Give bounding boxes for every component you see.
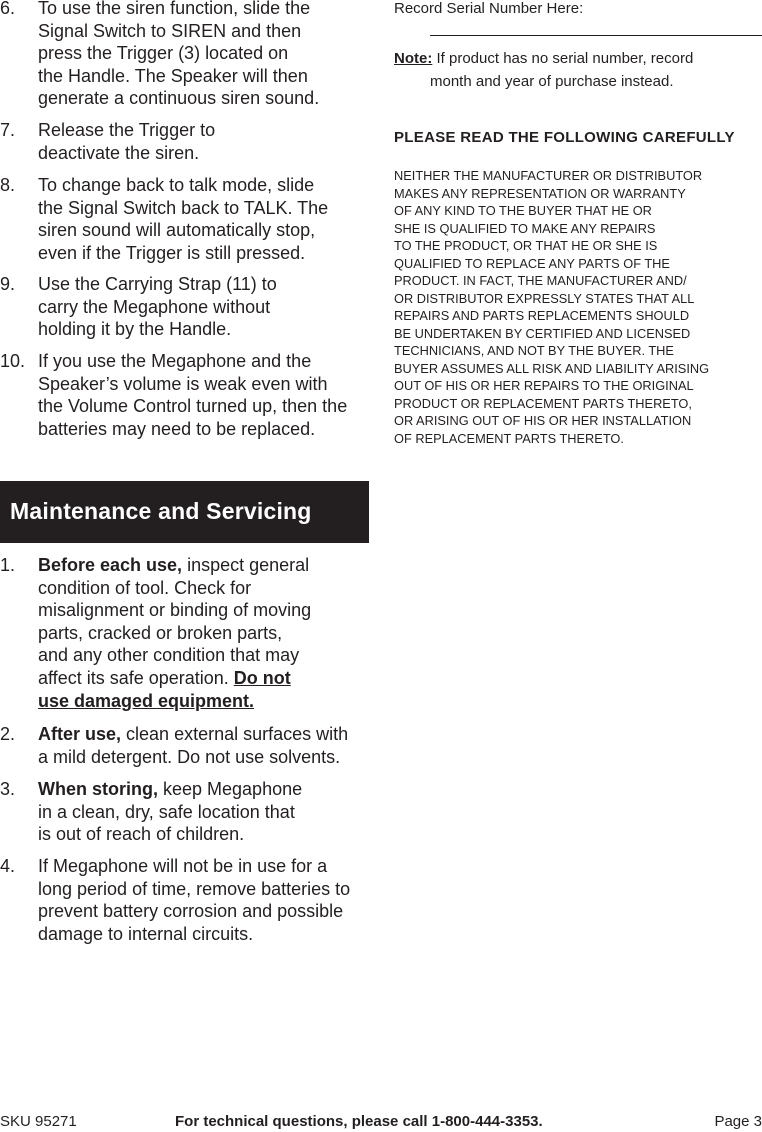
footer-support-phone: For technical questions, please call 1-800-444-3353.	[175, 1113, 543, 1130]
item-number: 2.	[0, 724, 16, 744]
item-text: is out of reach of children.	[38, 824, 245, 845]
item-text: keep Megaphone	[158, 779, 303, 799]
disclaimer-line: REPAIRS AND PARTS REPLACEMENTS SHOULD	[394, 308, 690, 323]
section-banner	[0, 481, 369, 543]
item-text: Signal Switch to SIREN and then	[38, 20, 302, 41]
warranty-disclaimer	[394, 167, 709, 447]
item-text: in a clean, dry, safe location that	[38, 801, 295, 822]
item-text: Release the Trigger to	[38, 120, 216, 140]
note-text: month and year of purchase instead.	[430, 73, 674, 90]
disclaimer-line: PRODUCT OR REPLACEMENT PARTS THERETO,	[394, 395, 692, 411]
item-text: Speaker’s volume is weak even with	[38, 373, 328, 394]
disclaimer-line: NEITHER THE MANUFACTURER OR DISTRIBUTOR	[394, 168, 703, 183]
disclaimer-line: OF REPLACEMENT PARTS THERETO.	[394, 430, 624, 446]
item-lead: Before each use,	[38, 555, 183, 575]
disclaimer-line: BUYER ASSUMES ALL RISK AND LIABILITY ARISING	[394, 360, 710, 376]
serial-note	[394, 47, 693, 93]
list-item	[0, 350, 408, 440]
item-text: Use the Carrying Strap (11) to	[38, 274, 277, 294]
section-title: Maintenance and Servicing	[10, 498, 312, 524]
disclaimer-line: OF ANY KIND TO THE BUYER THAT HE OR	[394, 203, 652, 218]
list-item	[0, 723, 408, 768]
item-text: press the Trigger (3) located on	[38, 43, 289, 64]
item-text: the Handle. The Speaker will then	[38, 65, 308, 86]
item-emphasis: Do not	[233, 667, 291, 688]
disclaimer-line: OR ARISING OUT OF HIS OR HER INSTALLATION	[394, 413, 692, 428]
item-text: holding it by the Handle.	[38, 319, 232, 340]
item-text: If Megaphone will not be in use for a	[38, 856, 328, 876]
item-text: generate a continuous siren sound.	[38, 88, 320, 109]
disclaimer-line: MAKES ANY REPRESENTATION OR WARRANTY	[394, 185, 686, 201]
item-text: and any other condition that may	[38, 645, 300, 666]
item-lead: After use,	[38, 724, 122, 744]
item-number: 9.	[0, 274, 16, 294]
page-number: Page 3	[714, 1113, 762, 1130]
item-text: parts, cracked or broken parts,	[38, 622, 283, 643]
item-text: carry the Megaphone without	[38, 296, 271, 317]
item-text: the Volume Control turned up, then the	[38, 396, 348, 417]
list-item	[0, 273, 408, 341]
item-text: damage to internal circuits.	[38, 923, 254, 944]
item-text: a mild detergent. Do not use solvents.	[38, 746, 341, 767]
item-number: 3.	[0, 779, 16, 799]
disclaimer-line: PRODUCT. IN FACT, THE MANUFACTURER AND/	[394, 273, 687, 288]
item-text: siren sound will automatically stop,	[38, 220, 316, 241]
item-number: 8.	[0, 175, 16, 195]
disclaimer-line: BE UNDERTAKEN BY CERTIFIED AND LICENSED	[394, 325, 691, 341]
item-number: 7.	[0, 120, 16, 140]
item-number: 10.	[0, 351, 26, 371]
item-text: even if the Trigger is still pressed.	[38, 242, 306, 263]
item-text: batteries may need to be replaced.	[38, 418, 316, 439]
item-text: deactivate the siren.	[38, 142, 200, 163]
list-item	[0, 554, 408, 712]
footer-sku: SKU 95271	[0, 1113, 77, 1130]
item-text: To change back to talk mode, slide	[38, 175, 315, 195]
item-text: condition of tool. Check for	[38, 577, 252, 598]
note-text: If product has no serial number, record	[432, 50, 694, 67]
serial-number-label: Record Serial Number Here:	[394, 0, 584, 17]
list-item	[0, 855, 408, 945]
disclaimer-line: OUT OF HIS OR HER REPAIRS TO THE ORIGINAL	[394, 378, 694, 393]
item-number: 1.	[0, 555, 16, 575]
item-number: 6.	[0, 0, 16, 18]
item-emphasis: use damaged equipment.	[38, 690, 255, 711]
item-text: inspect general	[182, 555, 310, 575]
item-text: If you use the Megaphone and the	[38, 351, 312, 371]
item-text: the Signal Switch back to TALK. The	[38, 197, 329, 218]
item-number: 4.	[0, 856, 16, 876]
disclaimer-line: TECHNICIANS, AND NOT BY THE BUYER. THE	[394, 343, 674, 358]
note-label: Note:	[394, 50, 433, 67]
item-text: misalignment or binding of moving	[38, 600, 312, 621]
warning-heading: PLEASE READ THE FOLLOWING CAREFULLY	[394, 129, 735, 146]
serial-number-write-line	[430, 35, 762, 36]
item-text: To use the siren function, slide the	[38, 0, 311, 18]
list-item	[0, 174, 408, 264]
disclaimer-line: SHE IS QUALIFIED TO MAKE ANY REPAIRS	[394, 220, 656, 236]
item-text: affect its safe operation.	[38, 667, 234, 688]
item-text: long period of time, remove batteries to	[38, 878, 351, 899]
item-text: clean external surfaces with	[121, 724, 349, 744]
disclaimer-line: OR DISTRIBUTOR EXPRESSLY STATES THAT ALL	[394, 290, 695, 306]
list-item	[0, 778, 408, 846]
disclaimer-line: QUALIFIED TO REPLACE ANY PARTS OF THE	[394, 255, 670, 271]
item-text: prevent battery corrosion and possible	[38, 901, 344, 922]
list-item	[0, 119, 408, 164]
item-lead: When storing,	[38, 779, 158, 799]
list-item	[0, 0, 408, 110]
disclaimer-line: TO THE PRODUCT, OR THAT HE OR SHE IS	[394, 238, 658, 253]
